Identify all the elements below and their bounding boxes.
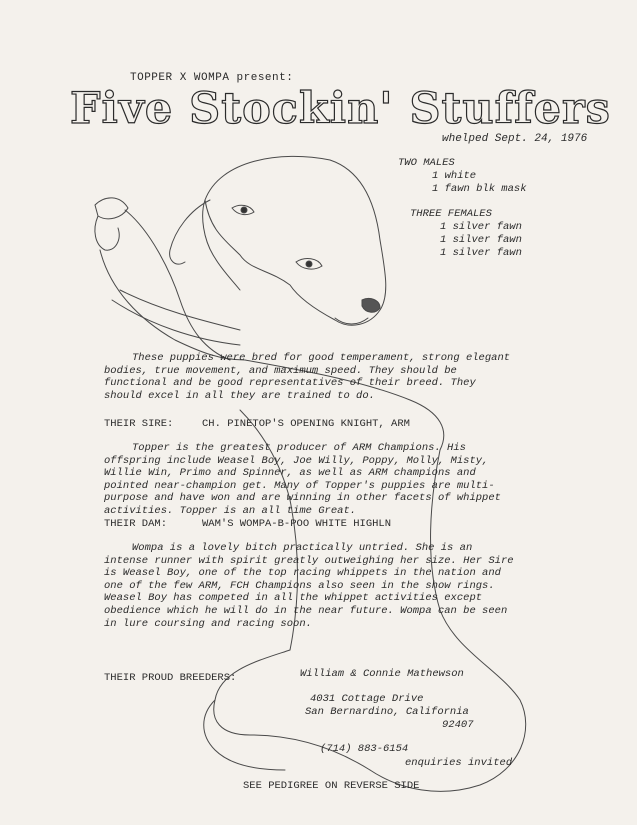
females-heading: THREE FEMALES [410, 208, 492, 220]
sire-name: CH. PINETOP'S OPENING KNIGHT, ARM [202, 418, 410, 430]
address-line-2: San Bernardino, California [305, 706, 469, 718]
dam-paragraph: Wompa is a lovely bitch practically untried. She is an intense runner with spirit greatly outweighing her size. Her Sire is Weasel Boy, one of the top racing whippets in the nation and one of the few ARM, FCH Champions also seen in the show rings. Weasel Boy has competed in all the whippet activities except obedience which he will do in the near future. Wompa can be seen in lure coursing and racing soon. [104, 542, 514, 630]
page-title: Five Stockin' Stuffers [70, 84, 611, 134]
breeders-label: THEIR PROUD BREEDERS: [104, 672, 237, 684]
females-block [410, 208, 522, 260]
footer-note: SEE PEDIGREE ON REVERSE SIDE [243, 780, 420, 792]
dam-label: THEIR DAM: [104, 518, 168, 530]
list-item: 1 silver fawn [440, 221, 522, 233]
breeder-names: William & Connie Mathewson [300, 668, 464, 680]
address-zip: 92407 [442, 719, 474, 731]
intro-paragraph: These puppies were bred for good temperament, strong elegant bodies, true movement, and maximum speed. They should be functional and be good representatives of their breed. They should excel in all they are trained to do. [104, 352, 511, 402]
list-item: 1 fawn blk mask [432, 183, 527, 195]
presents-line: TOPPER X WOMPA present: [130, 72, 294, 84]
phone-number: (714) 883-6154 [320, 743, 409, 755]
males-block [398, 157, 527, 196]
enquiries-note: enquiries invited [405, 757, 513, 769]
males-heading: TWO MALES [398, 157, 455, 169]
list-item: 1 silver fawn [440, 247, 522, 259]
whelped-date: whelped Sept. 24, 1976 [442, 133, 588, 145]
address-line-1: 4031 Cottage Drive [310, 693, 424, 705]
list-item: 1 silver fawn [440, 234, 522, 246]
sire-label: THEIR SIRE: [104, 418, 174, 430]
sire-paragraph: Topper is the greatest producer of ARM Champions. His offspring include Weasel Boy, Joe Willy, Poppy, Molly, Misty, Willie Win, Primo and Spinner, as well as ARM champions and pointed near-champion get. Many of Topper's puppies are multi-purpose and have won and are winning in other facets of whippet activities. Topper is an all time Great. [104, 442, 501, 517]
dam-name: WAM'S WOMPA-B-POO WHITE HIGHLN [202, 518, 392, 530]
list-item: 1 white [432, 170, 477, 182]
